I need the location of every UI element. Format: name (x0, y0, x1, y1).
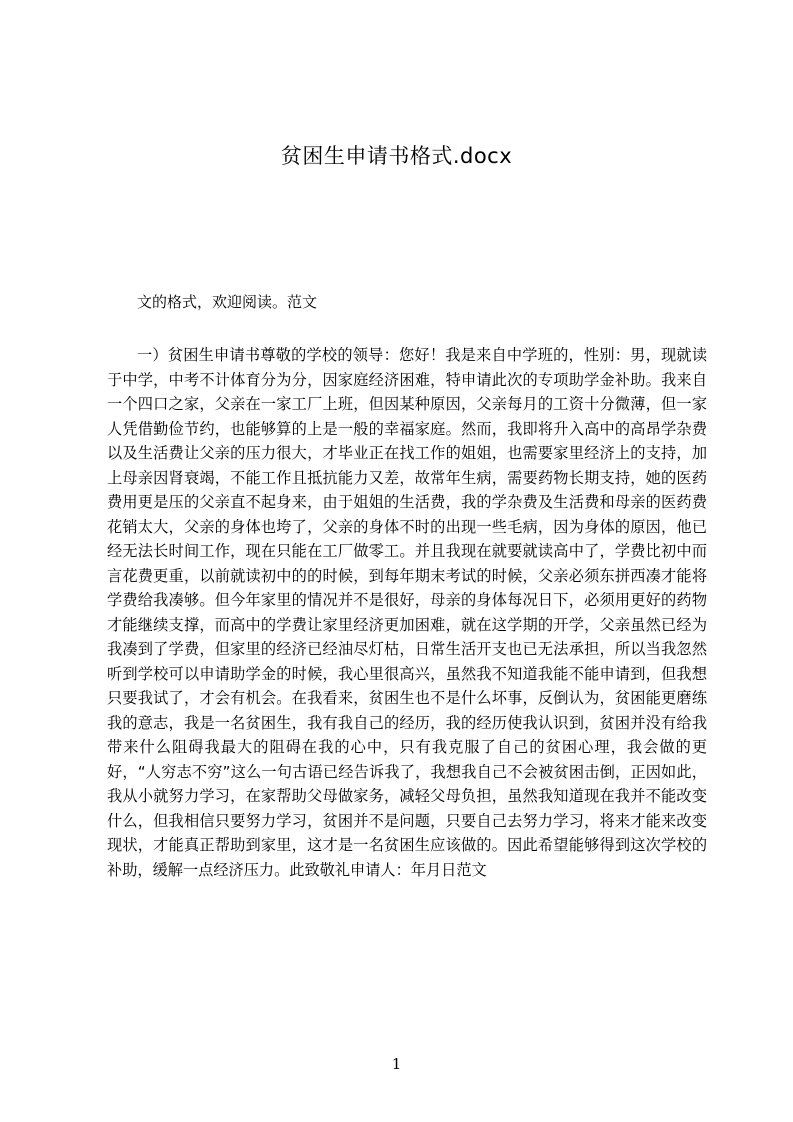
document-title: 贫困生申请书格式.docx (280, 144, 513, 168)
intro-paragraph: 文的格式，欢迎阅读。范文 (137, 293, 318, 311)
page-number: 1 (391, 1055, 402, 1073)
body-paragraph: 一）贫困生申请书尊敬的学校的领导：您好！我是来自中学班的，性别：男，现就读于中学，中考不计体育分为分，因家庭经济困难，特申请此次的专项助学金补助。我来自一个四口之家，父亲在一家工厂上班，但因某种原因，父亲每月的工资十分微薄，但一家人凭借勤俭节约，也能够算的上是一般的幸福家庭。然而，我即将升入高中的高昂学杂费以及生活费让父亲的压力很大，才毕业正在找工作的姐姐，也需要家里经济上的支持，加上母亲因肾衰竭，不能工作且抵抗能力又差，故常年生病，需要药物长期支持，她的医药费用更是压的父亲直不起身来，由于姐姐的生活费，我的学杂费及生活费和母亲的医药费花销太大，父亲的身体也垮了，父亲的身体不时的出现一些毛病，因为身体的原因，他已经无法长时间工作，现在只能在工厂做零工。并且我现在就要就读高中了，学费比初中而言花费更重，以前就读初中的的时候，到每年期末考试的时候，父亲必须东拼西凑才能将学费给我凑够。但今年家里的情况并不是很好，母亲的身体每况日下，必须用更好的药物才能继续支撑，而高中的学费让家里经济更加困难，就在这学期的开学，父亲虽然已经为我凑到了学费，但家里的经济已经油尽灯枯，日常生活开支也已无法承担，所以当我忽然听到学校可以申请助学金的时候，我心里很高兴，虽然我不知道我能不能申请到，但我想只要我试了，才会有机会。在我看来，贫困生也不是什么坏事，反倒认为，贫困能更磨练我的意志，我是一名贫困生，我有我自己的经历，我的经历使我认识到，贫困并没有给我带来什么阻碍我最大的阻碍在我的心中，只有我克服了自己的贫困心理，我会做的更好，“人穷志不穷”这么一句古语已经告诉我了，我想我自己不会被贫困击倒，正因如此，我从小就努力学习，在家帮助父母做家务，减轻父母负担，虽然我知道现在我并不能改变什么，但我相信只要努力学习，贫困并不是问题，只要自己去努力学习，将来才能来改变现状，才能真正帮助到家里，这才是一名贫困生应该做的。因此希望能够得到这次学校的补助，缓解一点经济压力。此致敬礼申请人：年月日范文 (107, 346, 707, 879)
